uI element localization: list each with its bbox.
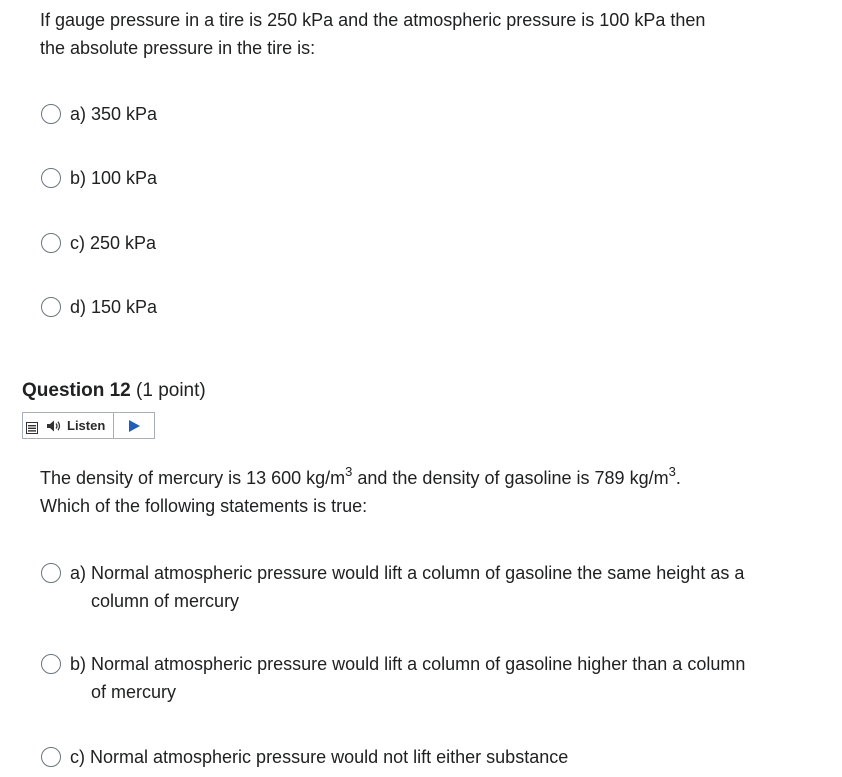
option-letter: a) [70, 563, 87, 583]
q12-text-part2: and the density of gasoline is 789 kg/m [352, 468, 669, 488]
q12-option-a[interactable] [41, 559, 751, 615]
q12-text-part1: The density of mercury is 13 600 kg/m [40, 468, 346, 488]
q12-option-b[interactable] [41, 650, 751, 706]
option-letter: b) [70, 654, 87, 674]
radio-button[interactable] [41, 654, 61, 674]
q12-question-text [40, 464, 681, 520]
q11-text-line2: the absolute pressure in the tire is: [40, 38, 316, 58]
radio-button[interactable] [41, 563, 61, 583]
q12-text-line1 [40, 464, 681, 492]
q12-points: (1 point) [136, 380, 206, 401]
radio-button[interactable] [41, 168, 61, 188]
q11-option-b[interactable] [41, 164, 751, 192]
q11-option-a[interactable] [41, 100, 751, 128]
option-letter: c) [70, 233, 85, 253]
option-text: 350 kPa [91, 104, 158, 124]
q12-text-line2: Which of the following statements is true: [40, 496, 368, 516]
option-letter: d) [70, 297, 87, 317]
option-letter: a) [70, 104, 87, 124]
q12-text-part3: . [675, 468, 681, 488]
option-text: 100 kPa [91, 168, 158, 188]
option-text: Normal atmospheric pressure would lift a column of gasoline higher than a column of mercury [91, 654, 746, 702]
listen-toolbar [22, 412, 155, 439]
listen-button[interactable] [39, 413, 114, 438]
option-text: 150 kPa [91, 297, 158, 317]
q12-exponent-1: 3 [345, 464, 353, 479]
option-letter: b) [70, 168, 87, 188]
q11-question-text [40, 6, 705, 62]
q11-option-d[interactable] [41, 293, 751, 321]
option-text: Normal atmospheric pressure would not lift either substance [90, 747, 569, 767]
speaker-icon [47, 420, 62, 432]
radio-button[interactable] [41, 104, 61, 124]
play-button[interactable] [114, 413, 154, 438]
radio-button[interactable] [41, 233, 61, 253]
radio-button[interactable] [41, 297, 61, 317]
option-text: 250 kPa [90, 233, 157, 253]
listen-label: Listen [67, 418, 106, 433]
q11-option-c[interactable] [41, 229, 750, 257]
q11-text-line1: If gauge pressure in a tire is 250 kPa and the atmospheric pressure is 100 kPa then [40, 10, 706, 30]
q12-heading [22, 377, 206, 405]
q12-option-c[interactable] [41, 743, 750, 771]
q12-title: Question 12 [22, 380, 131, 401]
play-icon [129, 420, 140, 432]
radio-button[interactable] [41, 747, 61, 767]
listen-menu-icon[interactable] [25, 421, 39, 435]
option-letter: c) [70, 747, 85, 767]
q12-exponent-2: 3 [668, 464, 676, 479]
option-text: Normal atmospheric pressure would lift a column of gasoline the same height as a column of mercury [91, 563, 745, 611]
